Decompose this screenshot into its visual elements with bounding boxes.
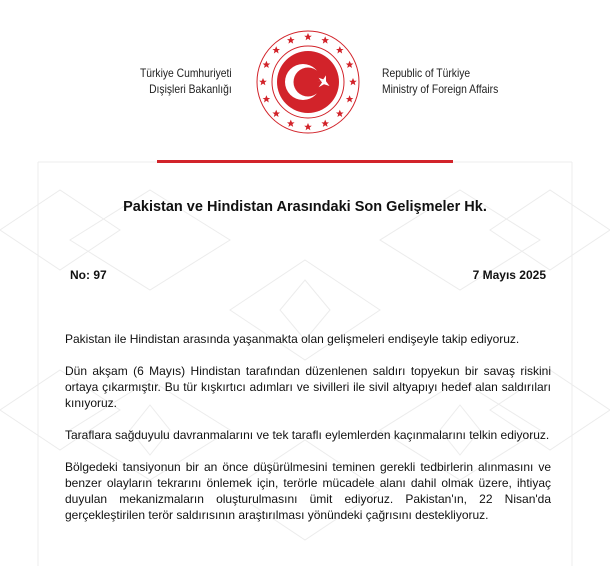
ministry-name-english [382,65,498,97]
document-date: 7 Mayıs 2025 [472,268,546,282]
ministry-seal-icon [255,27,361,137]
body-paragraph: Pakistan ile Hindistan arasında yaşanmakta olan gelişmeleri endişeyle takip ediyoruz. [65,332,520,346]
body-paragraph: Taraflara sağduyulu davranmalarını ve tek taraflı eylemlerden kaçınmalarını telkin ediyoruz. [65,428,550,442]
header-divider [157,160,453,163]
body-paragraph: Dün akşam (6 Mayıs) Hindistan tarafından düzenlenen saldırı topyekun bir savaş riskini ortaya çıkarmıştır. Bu tür kışkırtıcı adımları ve sivilleri ile sivil altyapıyı hedef alan saldırıları kınıyoruz. [65,364,551,410]
document-title: Pakistan ve Hindistan Arasındaki Son Gelişmeler Hk. [123,199,487,215]
document-body [65,331,551,539]
body-paragraph: Bölgedeki tansiyonun bir an önce düşürülmesini teminen gerekli tedbirlerin alınmasını ve benzer olayların tekrarını önlemek için, terörle mücadele alanı dahil olmak üzere, ihtiyaç duyulan mekanizmaların oluşturulmasını ümit ediyoruz. Pakistan'ın, 22 Nisan'da gerçekleştirilen terör saldırısının araştırılması yönündeki çağrısını destekliyoruz. [65,460,551,522]
ministry-tr-line1: Türkiye Cumhuriyeti [140,66,232,80]
ministry-tr-line2: Dışişleri Bakanlığı [149,82,232,96]
letterhead [0,0,610,165]
ministry-name-turkish [140,65,232,97]
document-number: No: 97 [70,268,107,282]
ministry-en-line2: Ministry of Foreign Affairs [382,82,499,96]
ministry-en-line1: Republic of Türkiye [382,66,471,80]
